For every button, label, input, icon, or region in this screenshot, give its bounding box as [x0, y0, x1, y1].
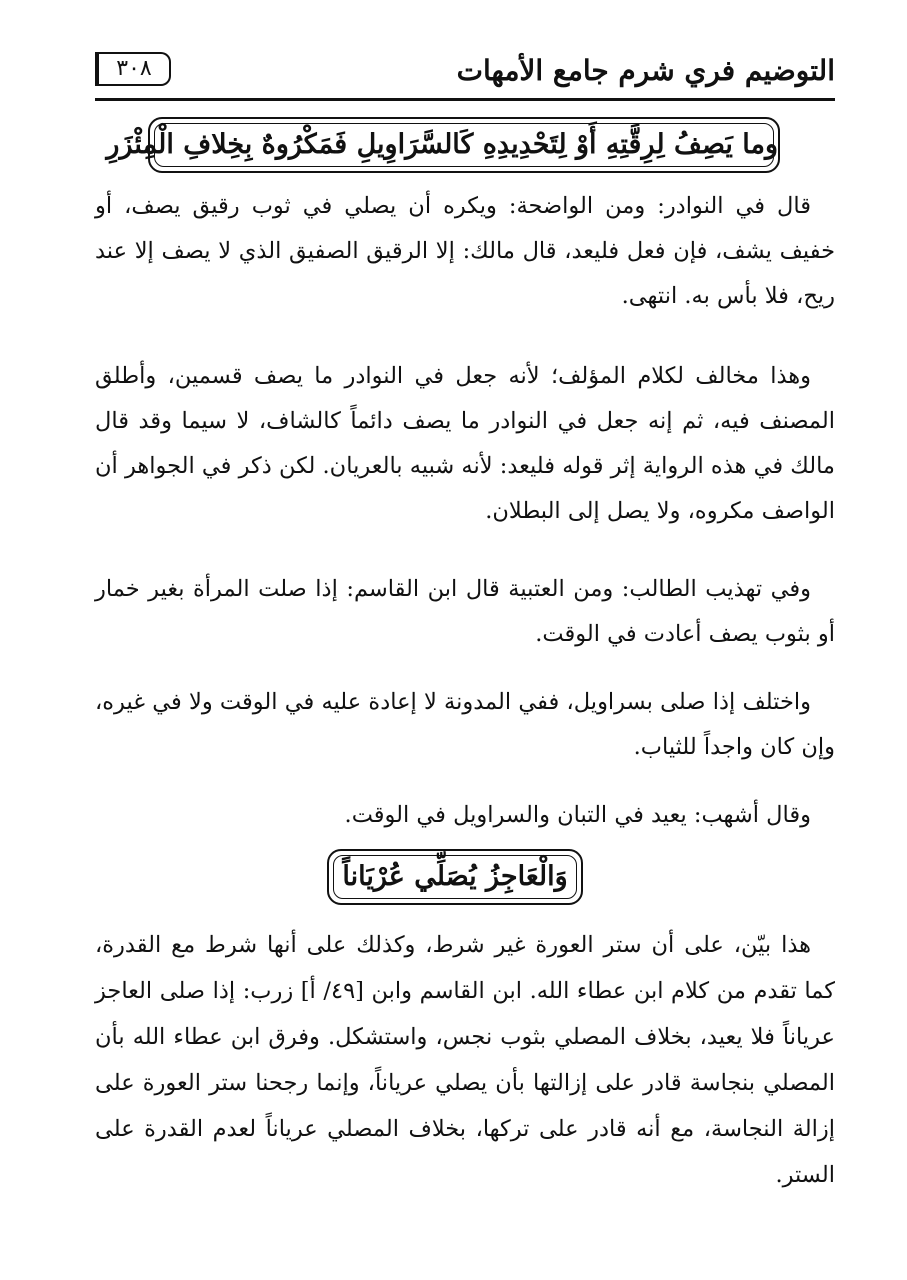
paragraph-text: وهذا مخالف لكلام المؤلف؛ لأنه جعل في النوادر ما يصف قسمين، وأطلق المصنف فيه، ثم إنه جعل في النوادر ما يصف دائماً كالشاف، لا سيما وقد قال مالك في هذه الرواية إثر قوله فليعد: لأنه شبيه بالعريان. لكن ذكر في الجواهر أن الواصف مكروه، ولا يصل إلى البطلان. [95, 363, 835, 524]
paragraph-objection [95, 354, 835, 534]
matn-heading-naked: وَالْعَاجِزُ يُصَلِّي عُرْيَاناً [327, 849, 583, 905]
header-divider [95, 98, 835, 101]
paragraph-text: وفي تهذيب الطالب: ومن العتبية قال ابن القاسم: إذا صلت المرأة بغير خمار أو بثوب يصف أعادت في الوقت. [95, 576, 835, 647]
page-header [95, 52, 835, 98]
page-number: ٣٠٨ [95, 52, 171, 86]
paragraph-nawadir [95, 184, 835, 319]
paragraph-text: قال في النوادر: ومن الواضحة: ويكره أن يصلي في ثوب رقيق يصف، أو خفيف يشف، فإن فعل فليعد، قال مالك: إلا الرقيق الصفيق الذي لا يصف إلا عند ريح، فلا بأس به. انتهى. [95, 193, 835, 309]
paragraph-sarawil [95, 680, 835, 770]
paragraph-text: وقال أشهب: يعيد في التبان والسراويل في الوقت. [344, 802, 811, 828]
paragraph-text: واختلف إذا صلى بسراويل، ففي المدونة لا إعادة عليه في الوقت ولا في غيره، وإن كان واجداً للثياب. [95, 689, 835, 760]
paragraph-ashhab [95, 793, 835, 838]
paragraph-tahdhib [95, 567, 835, 657]
matn-heading-clothing: وما يَصِفُ لِرِقَّتِهِ أَوْ لِتَحْدِيدِهِ كَالسَّرَاوِيلِ فَمَكْرُوهٌ بِخِلافِ الْمِئْزَرِ [148, 117, 780, 173]
paragraph-text: هذا بيّن، على أن ستر العورة غير شرط، وكذلك على أنها شرط مع القدرة، كما تقدم من كلام ابن عطاء الله. ابن القاسم وابن [٤٩/ أ] زرب: إذا صلى العاجز عرياناً فلا يعيد، بخلاف المصلي بثوب نجس، واستشكل. وفرق ابن عطاء الله بأن المصلي بنجاسة قادر على إزالتها بأن يصلي عرياناً، وإنما رجحنا ستر العورة على إزالة النجاسة، مع أنه قادر على تركها، بخلاف المصلي عرياناً لعدم القدرة على الستر. [95, 932, 835, 1188]
running-title: التوضيم فري شرم جامع الأمهات [456, 54, 835, 87]
paragraph-commentary [95, 922, 835, 1198]
